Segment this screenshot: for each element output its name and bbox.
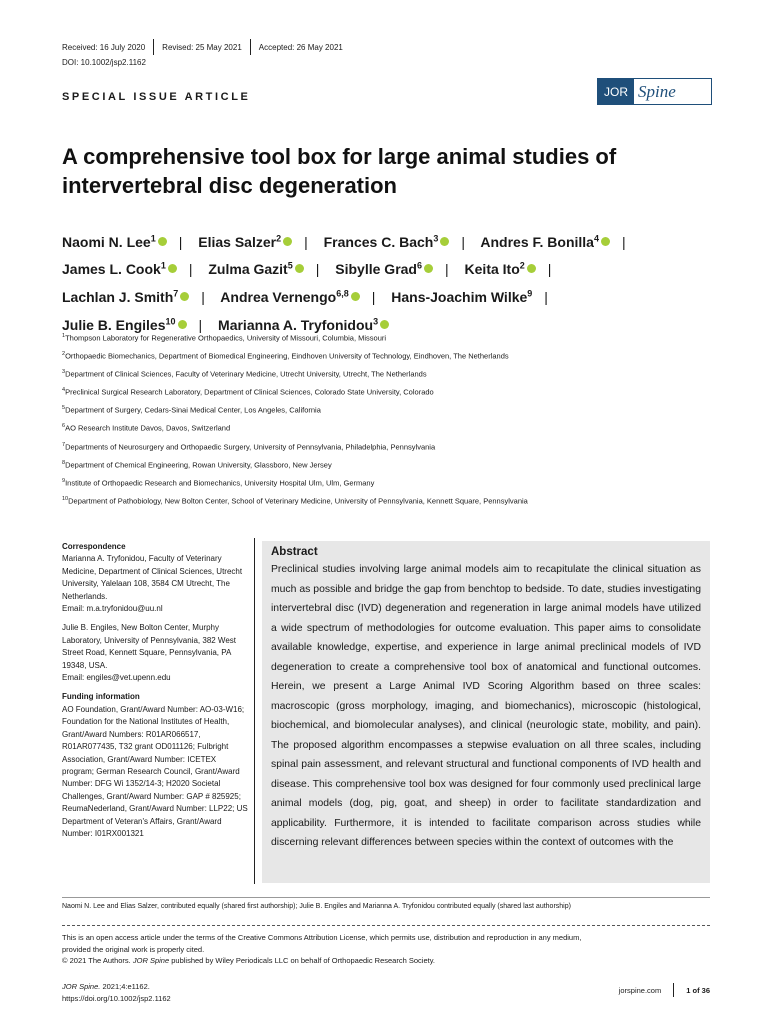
author[interactable]: Keita Ito$^2$ <box>465 261 536 277</box>
affiliation: $^1$Thompson Laboratory for Regenerative Orthopaedics, University of Missouri, Columbia, Missouri <box>62 333 387 343</box>
license-notice <box>62 932 712 967</box>
doi[interactable]: DOI: 10.1002/jsp2.1162 <box>62 58 146 67</box>
citation: 2021;4:e1162. <box>100 982 150 991</box>
citation-footer <box>62 981 171 1004</box>
orcid-icon[interactable] <box>351 292 360 301</box>
journal-logo <box>597 78 712 105</box>
author[interactable]: Marianna A. Tryfonidou$^3$ <box>218 317 389 333</box>
affiliation: $^3$Department of Clinical Sciences, Faculty of Veterinary Medicine, Utrecht University, Utrecht, The Netherlands <box>62 369 427 379</box>
orcid-icon[interactable] <box>440 237 449 246</box>
orcid-icon[interactable] <box>180 292 189 301</box>
affiliation: $^4$Preclinical Surgical Research Laboratory, Department of Clinical Sciences, Colorado State University, Colorado <box>62 387 434 397</box>
orcid-icon[interactable] <box>424 264 433 273</box>
orcid-icon[interactable] <box>178 320 187 329</box>
orcid-icon[interactable] <box>527 264 536 273</box>
author[interactable]: Frances C. Bach$^3$ <box>324 234 450 250</box>
author-list: Naomi N. Lee$^1$ | Elias Salzer$^2$ | Frances C. Bach$^3$ | Andres F. Bonilla$^4$ | James L. Cook$^1$ | Zulma Gazit$^5$ | Sibylle Grad$^6$ | Keita Ito$^2$ | Lachlan J. Smith$^7$ | Andrea Vernengo$^{6,8}$ | Hans-Joachim Wilke$^9$ | Julie B. Engiles$^{10}$ | Marianna A. Tryfonidou$^3$ <box>62 233 626 333</box>
funding-text: AO Foundation, Grant/Award Number: AO-03-W16; Foundation for the National Institutes of Health, Grant/Award Numbers: R01AR066517, R01AR077435, T32 grant OD011126; Fulbright Association, Grant/Award Number: ICETEX program; German Research Council, Grant/Award Number: DFG Wi 1352/14-3; H2020 Societal Challenges, Grant/Award Number: GAP # 825925; ReumaNederland, Grant/Award Number: LLP22; US Department of Veteran's Affairs, Grant/Award Number: I01RX001321 <box>62 704 248 838</box>
affiliation: $^8$Department of Chemical Engineering, Rowan University, Glassboro, New Jersey <box>62 459 332 470</box>
copyright-line: © 2021 The Authors. JOR Spine published by Wiley Periodicals LLC on behalf of Orthopaedic Research Society. <box>62 956 435 965</box>
divider <box>153 39 154 55</box>
orcid-icon[interactable] <box>295 264 304 273</box>
correspondence-email[interactable]: Email: engiles@vet.upenn.edu <box>62 673 171 683</box>
affiliation: $^6$AO Research Institute Davos, Davos, Switzerland <box>62 423 231 433</box>
orcid-icon[interactable] <box>283 237 292 246</box>
abstract-text: Preclinical studies involving large animal models aim to recapitulate the clinical situation as much as possible and bridge the gap from benchtop to bedside. To date, studies investigating intervertebral disc (IVD) degeneration and regeneration in large animal models have utilized a wide spectrum of methodologies for outcome evaluation. This paper aims to consolidate available knowledge, expertise, and experience in large animal preclinical models of IVD degeneration to create a comprehensive tool box of anatomical and functional outcomes. Herein, we present a Large Animal IVD Scoring Algorithm based on three scales: macroscopic (gross morphology, imaging, and biomechanics), microscopic (histological, biochemical, and biomolecular analyses), and clinical (neurologic state, mobility, and pain). The proposed algorithm encompasses a stepwise evaluation on all three scales, including spinal pain assessment, and relevant structural and functional components of IVD health and disease. This comprehensive tool box was designed for four commonly used preclinical large animal models (dog, pig, goat, and sheep) in order to facilitate standardization and applicability. Furthermore, it is intended to facilitate comparison across studies while discerning relevant differences between species within the context of outcomes with the <box>271 564 701 848</box>
correspondence-text: Marianna A. Tryfonidou, Faculty of Veterinary Medicine, Department of Clinical Sciences, Utrecht University, Yalelaan 108, 3584 CM Utrecht, The Netherlands. Email: m.a.tryfonidou@uu.nl <box>62 554 243 614</box>
affiliation: $^2$Orthopaedic Biomechanics, Department of Biomedical Engineering, Eindhoven University of Technology, Eindhoven, The Netherlands <box>62 351 509 361</box>
column-divider <box>254 538 255 884</box>
affiliation: $^9$Institute of Orthopaedic Research and Biomechanics, University Hospital Ulm, Ulm, Germany <box>62 477 375 488</box>
author[interactable]: James L. Cook$^1$ <box>62 261 177 277</box>
correspondence-text: Julie B. Engiles, New Bolton Center, Murphy Laboratory, University of Pennsylvania, 382 West Street Road, Kennett Square, Pennsylvania, PA 19348, USA. Email: engiles@vet.upenn.edu <box>62 623 237 683</box>
author[interactable]: Naomi N. Lee$^1$ <box>62 234 167 250</box>
abstract-box <box>262 541 710 883</box>
publication-dates <box>62 39 343 55</box>
affiliation: $^5$Department of Surgery, Cedars-Sinai Medical Center, Los Angeles, California <box>62 405 321 415</box>
affiliation: $^{10}$Department of Pathobiology, New Bolton Center, School of Veterinary Medicine, University of Pennsylvania, Kennett Square, Pennsylvania <box>62 495 528 506</box>
funding-heading: Funding information <box>62 692 140 702</box>
divider <box>250 39 251 55</box>
orcid-icon[interactable] <box>380 320 389 329</box>
divider <box>62 897 710 898</box>
orcid-icon[interactable] <box>601 237 610 246</box>
journal-name: JOR Spine. <box>62 982 101 991</box>
affiliation: $^7$Departments of Neurosurgery and Orthopaedic Surgery, University of Pennsylvania, Philadelphia, Pennsylvania <box>62 441 436 452</box>
accepted-date: Accepted: 26 May 2021 <box>258 42 343 52</box>
journal-logo-right: Spine <box>634 79 711 104</box>
article-title: A comprehensive tool box for large animal studies of intervertebral disc degeneration <box>62 144 617 198</box>
author[interactable]: Andres F. Bonilla$^4$ <box>480 234 610 250</box>
orcid-icon[interactable] <box>158 237 167 246</box>
orcid-icon[interactable] <box>168 264 177 273</box>
author[interactable]: Julie B. Engiles$^{10}$ <box>62 317 187 333</box>
author[interactable]: Lachlan J. Smith$^7$ <box>62 289 189 305</box>
affiliations <box>62 331 712 512</box>
author[interactable]: Sibylle Grad$^6$ <box>335 261 433 277</box>
correspondence-heading: Correspondence <box>62 542 126 551</box>
license-line: provided the original work is properly cited. <box>62 944 205 954</box>
page-footer <box>619 983 710 997</box>
license-line: This is an open access article under the terms of the Creative Commons Attribution License, which permits use, distribution and reproduction in any medium, <box>62 933 582 942</box>
divider <box>62 925 710 926</box>
page-number: 1 of 36 <box>686 985 710 995</box>
article-type: SPECIAL ISSUE ARTICLE <box>62 91 251 103</box>
received-date: Received: 16 July 2020 <box>62 42 146 52</box>
article-url[interactable]: https://doi.org/10.1002/jsp2.1162 <box>62 993 171 1003</box>
divider <box>673 983 674 997</box>
journal-logo-left: JOR <box>598 79 634 104</box>
contribution-footnote: Naomi N. Lee and Elias Salzer, contributed equally (shared first authorship); Julie B. Engiles and Marianna A. Tryfonidou contributed equally (shared last authorship) <box>62 903 571 910</box>
author[interactable]: Hans-Joachim Wilke$^9$ <box>391 288 533 305</box>
author[interactable]: Zulma Gazit$^5$ <box>208 261 303 277</box>
sidebar-info <box>62 541 248 847</box>
revised-date: Revised: 25 May 2021 <box>162 42 242 52</box>
journal-site[interactable]: jorspine.com <box>618 985 662 995</box>
author[interactable]: Andrea Vernengo$^{6,8}$ <box>220 289 359 305</box>
abstract-heading: Abstract <box>271 546 318 558</box>
correspondence-email[interactable]: Email: m.a.tryfonidou@uu.nl <box>62 604 163 614</box>
author[interactable]: Elias Salzer$^2$ <box>198 234 292 250</box>
